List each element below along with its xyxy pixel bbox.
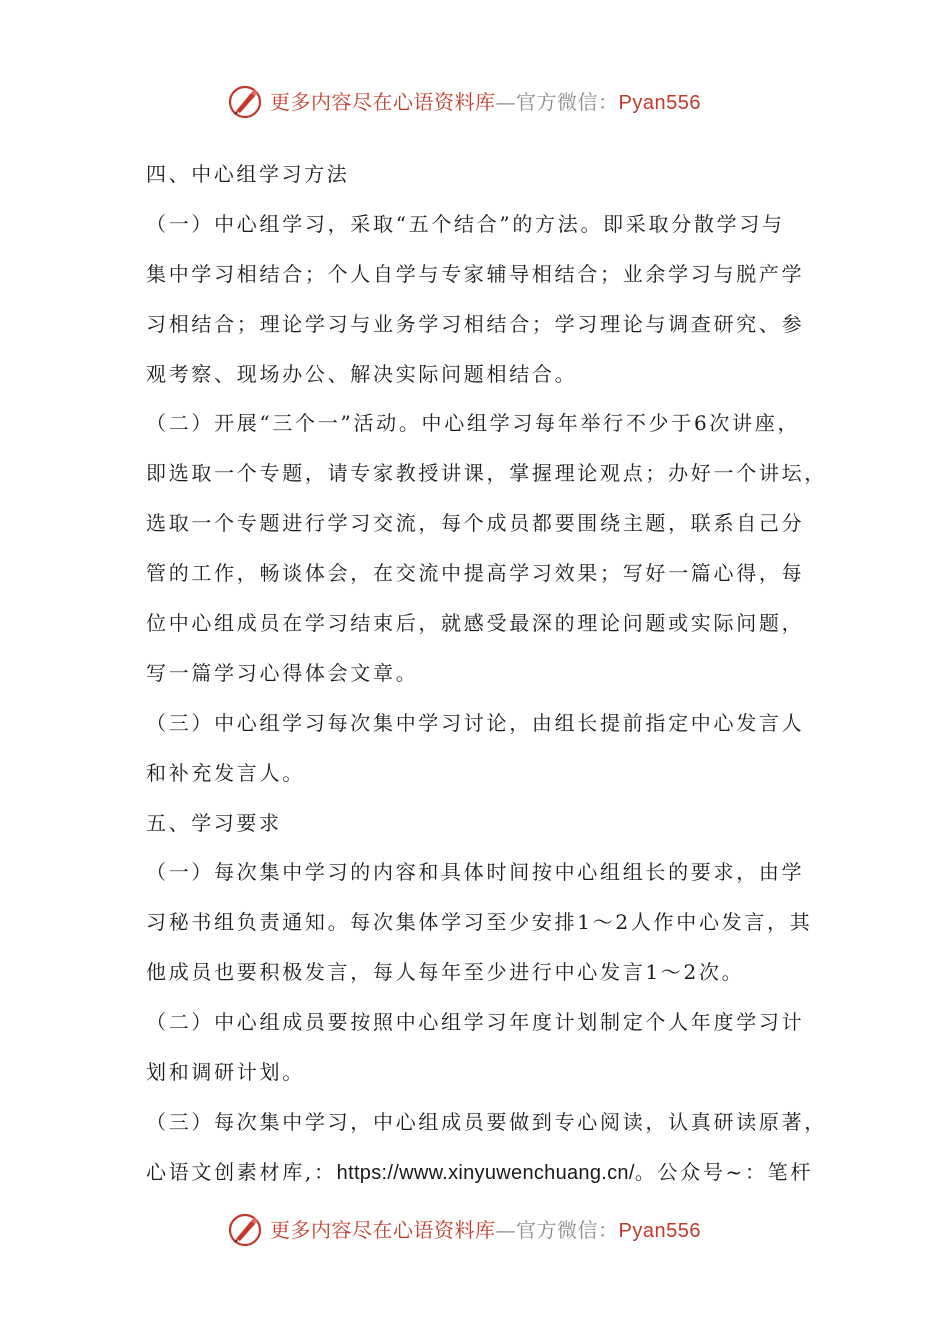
banner-label: 官方微信： xyxy=(516,1218,619,1242)
paragraph-line: （二）开展“三个一”活动。中心组学习每年举行不少于6次讲座， xyxy=(146,411,801,436)
banner-wechat-id: Pyan556 xyxy=(618,1220,701,1242)
last-line-prefix: 心语文创素材库,： xyxy=(146,1159,337,1184)
paragraph-line: （一）中心组学习，采取“五个结合”的方法。即采取分散学习与 xyxy=(146,211,785,236)
paragraph-line: 即选取一个专题，请专家教授讲课，掌握理论观点；办好一个讲坛， xyxy=(146,461,827,486)
paragraph-line-with-link xyxy=(146,1148,826,1198)
paragraph-line: 管的工作，畅谈体会，在交流中提高学习效果；写好一篇心得，每 xyxy=(146,561,805,586)
section-heading: 五、学习要求 xyxy=(146,810,282,835)
last-line-suffix: 。公众号~：笔杆 xyxy=(634,1159,814,1184)
banner-text xyxy=(270,88,701,117)
footer-banner xyxy=(0,1208,950,1252)
paragraph-line: 和补充发言人。 xyxy=(146,760,305,785)
banner-dash: — xyxy=(495,90,516,114)
paragraph-line: 他成员也要积极发言，每人每年至少进行中心发言1～2次。 xyxy=(146,960,745,985)
paragraph-line: 习秘书组负责通知。每次集体学习至少安排1～2人作中心发言，其 xyxy=(146,910,813,935)
banner-main-text: 更多内容尽在心语资料库 xyxy=(270,1218,496,1242)
header-banner xyxy=(0,80,950,124)
banner-wechat-id: Pyan556 xyxy=(618,92,701,114)
paragraph-line: 写一篇学习心得体会文章。 xyxy=(146,660,419,685)
paragraph-line: （三）中心组学习每次集中学习讨论，由组长提前指定中心发言人 xyxy=(146,710,805,735)
paragraph-line: 习相结合；理论学习与业务学习相结合；学习理论与调查研究、参 xyxy=(146,311,805,336)
section-heading: 四、中心组学习方法 xyxy=(146,162,350,186)
banner-text xyxy=(270,1216,701,1245)
pen-logo-icon xyxy=(227,84,263,120)
paragraph-line: （三）每次集中学习，中心组成员要做到专心阅读，认真研读原著， xyxy=(146,1109,827,1134)
document-body xyxy=(146,150,826,1198)
paragraph-line: 集中学习相结合；个人自学与专家辅导相结合；业余学习与脱产学 xyxy=(146,261,805,286)
paragraph-line: 选取一个专题进行学习交流，每个成员都要围绕主题，联系自己分 xyxy=(146,511,805,536)
paragraph-line: （二）中心组成员要按照中心组学习年度计划制定个人年度学习计 xyxy=(146,1010,805,1035)
banner-main-text: 更多内容尽在心语资料库 xyxy=(270,90,496,114)
website-url: https://www.xinyuwenchuang.cn/ xyxy=(336,1161,635,1184)
paragraph-line: （一）每次集中学习的内容和具体时间按中心组组长的要求，由学 xyxy=(146,860,805,885)
paragraph-line: 划和调研计划。 xyxy=(146,1060,305,1085)
banner-label: 官方微信： xyxy=(516,90,619,114)
banner-dash: — xyxy=(495,1218,516,1242)
paragraph-line: 观考察、现场办公、解决实际问题相结合。 xyxy=(146,361,578,386)
paragraph-line: 位中心组成员在学习结束后，就感受最深的理论问题或实际问题， xyxy=(146,611,805,636)
pen-logo-icon xyxy=(227,1212,263,1248)
